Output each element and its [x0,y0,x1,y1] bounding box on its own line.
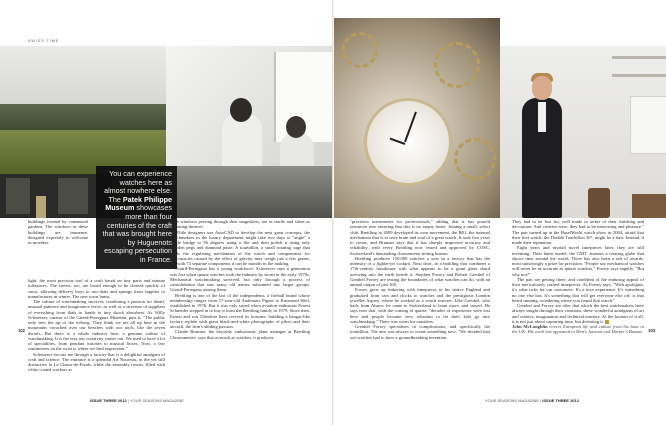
paragraph: Breitling is one of the last of the independents, a fireball brand whose membership ranges from 17-year-old Audemars Piguet to Raymond Weil, established in 1976. But it was only saved when aviation enthusiast Ernest Schneider stepped in to buy it from the Breitling family in 1979. Since then, Ernest and son Théodore have revived its fortunes, building a hangar-like factory replete with giant black-and-white photographs of pilots and their aircraft, the firm's abiding passion. [170,292,310,329]
paragraph: While designers use AutoCAD to develop the next great concepts, the watchmakers in the luxury department might take two days to "angle" a single bridge to 56 degrees using a file and then polish it using only wooden pegs and diamond paste. A tourbillon, a small rotating cage that holds the regulating mechanism of the watch and compensates for inaccuracies caused by the effect of gravity, may weigh just a few grams, but with 73 separate components it can be months in the making. [170,229,310,266]
gear-icon [454,138,496,180]
paragraph: Girard-Perregaux has a young workforce. Schweizer says a generation was lost when quartz watches took the industry by storm in the early 1970s. Mechanical watchmaking survived, but only through a process of consolidation that saw many old names subsumed into larger groups, Girard-Perregaux among them. [170,266,310,293]
page-number-right: 103 [648,328,655,333]
paragraph: Claude Brunner, the boyishly enthusiastic plant manager at Breitling Chronometrie, says that as much as watches, it produces [170,329,310,340]
building-window [6,178,30,214]
caption-highlight: Patek Philippe Museum [105,194,172,213]
author-name: John McLaughlin [512,324,548,329]
paragraph [512,303,644,324]
watchmaker-head [230,98,252,122]
folio-right: YOUR SEASONS MAGAZINE | ISSUE THREE 2012 [485,398,579,403]
caption-text-end: showcases more than four centuries of the craft that was brought here by Huguenots escaping persecution in France. [102,203,172,264]
photo-caption [96,166,177,269]
showroom-stool [588,188,610,218]
portrait-face [532,76,552,100]
workbench [166,166,332,218]
watch-dial [364,98,452,186]
showroom-table [632,194,666,218]
paragraph: Greubel Forsey specialises in complications, and specifically the tourbillon. The aim was always to create something new: "We decided that our watches had to have a groundbreaking invention. [350,324,490,340]
gear-icon [434,42,480,88]
author-credit [512,324,644,335]
closing-text: Greubel and Forsey are after that which the best watchmakers have always sought through their creations, these wonderful amalgams of art and science, imagination and technical mastery. At the bottom of it all, it is not just about capturing time, but defeating it. [512,303,644,324]
paragraph: They had to be box fut, well made in terms of their finishing and decoration. And creative-wise, they had to be interesting and pleasure." The pair turned up at the BaselWorld watch show in 2004, afraid that their first watch, the Double Tourbillon 30°, might be a bust. Instead, it made their reputation. [512,219,644,245]
paragraph: huge windows peering through their magnifiers, are as sterile and silent as operating theatres. [170,219,310,230]
watchmaker-head [286,116,306,138]
section-tag: SWISS TIME [28,39,60,43]
body-column-2 [170,219,310,340]
paragraph: "precision instruments for professionals," adding that it has poured resources into ensuring that this is no empty boast. Joining a small, select club, Breitling in 2009 developed its own movement, the B01, the internal mechanism that is at once brain and soul of a great watch. It took five years to create, and Brunner says that it has sharply improved accuracy and reliability, with every Breitling now tested and approved by COSC, Switzerland's demanding chronometer testing bureau. [350,219,490,256]
folio-issue: ISSUE THREE 2012 [542,398,579,403]
folio-magazine: YOUR SEASONS MAGAZINE [485,398,540,403]
folio-left: ISSUE THREE 2012 | YOUR SEASONS MAGAZINE [90,398,184,403]
paragraph: The culture of watchmaking survives, combining a passion for detail, unusual patience and imaginative verve, as well as a structure of suppliers of everything from dials to hands to tiny shock absorbers. As Willy Schweizer, curator of the Girard-Perregaux Museum, puts it, "The public only sees the tip of the iceberg. They think we are all up here in the mountains crouched over our benches with our tools, like the seven dwarfs. But there is a whole industry here, a genuine culture of watchmaking. It is the way our creativity comes out. We used to have a lot of specialities, from pendant watches to musical boxes. Now, a few centimetres on the wrist is where we find expression." [28,299,165,352]
photo-showroom-portrait [500,46,666,218]
paragraph: Breitling produces 150,000 watches a year in a factory that has the intensity of a fighter-jet cockpit. Next door, in a building that combines a 17th-century farmhouse with what appears to be a giant glass shard arrowing into the earth beside it, Stephen Forsey and Robert Greubel of Greubel Forsey are testing the boundaries of what watches can do, with an annual output of just 100. [350,255,490,287]
folio-issue: ISSUE THREE 2012 [90,398,127,403]
caption-text: You can experience watches here as almost nowhere else. The [104,169,172,204]
page-number-left: 102 [18,328,25,333]
building-door [36,196,46,218]
paragraph: The pair are getting there, and confident of the enduring appeal of their meticulously crafted timepieces. As Forsey says, "With apologies, it's what ticks for our customers. It's a nice experience. It's something no one else has. It's something that will get everyone else off: is that heard running, wondering where you found that watch." [512,276,644,303]
showroom-shelf [612,56,666,59]
photo-watchmakers [166,46,332,218]
showroom-shelf [612,74,666,77]
paragraph: buildings fronted by communal gardens. The windows in these buildings are immense, designed expressly to welcome in nowhere [28,219,88,245]
body-column-1 [28,278,165,373]
building-window [58,178,88,214]
folio-magazine: YOUR SEASONS MAGAZINE [129,398,184,403]
photo-sky [0,46,166,106]
photo-watch-mechanism [334,18,500,218]
paragraph: Eight years and myriad novel timepieces later, they are still inventing. Their latest model, the GMT, features a rotating globe that shows time around the world. There has also been a raft of awards, most satisfyingly a prize for precision. "People say mechanical watches will never be as accurate as quartz watches," Forsey says eagerly. "But why not?" [512,245,644,277]
body-column-4 [512,219,644,335]
body-column-3 [350,219,490,340]
gear-icon [342,32,378,68]
paragraph: Forsey grew up tinkering with timepieces in his native England and graduated from cars and clocks to watches and the prestigious London jeweller Asprey, where he worked as a watch restorer. Like Greubel, who hails from Alsace, he came to Switzerland to learn more, and stayed. He says now that, with the coming of quartz, "decades of experience were lost here and people became very reluctant to let their kids go into watchmaking." There was room for outsiders. [350,287,490,324]
portrait-shirt [538,102,546,132]
showroom-cabinet [630,96,666,154]
paragraph: light, the most precious tool of a craft based on tiny parts and minute tolerances. The streets, too, are broad enough to be cleared quickly of snow, allowing delivery boys to run dials and springs from supplier to manufacturer in winter. The new town hums. [28,278,165,299]
body-column-1-top [28,219,88,245]
spread-gutter [332,0,334,425]
author-bio: covers European life and culture from his base in the UK. His work has appeared in Men's Journal and Harper's Bazaar. [512,324,644,335]
photo-hills [0,104,166,130]
paragraph: Schweizer escorts me through a factory that is a delightful amalgam of craft and science. The entrance is a splendid Art Nouveau, in the yet still distinctive la La Chaux-de-Fonds, while the assembly rooms, filled with white coated workers at [28,351,165,373]
